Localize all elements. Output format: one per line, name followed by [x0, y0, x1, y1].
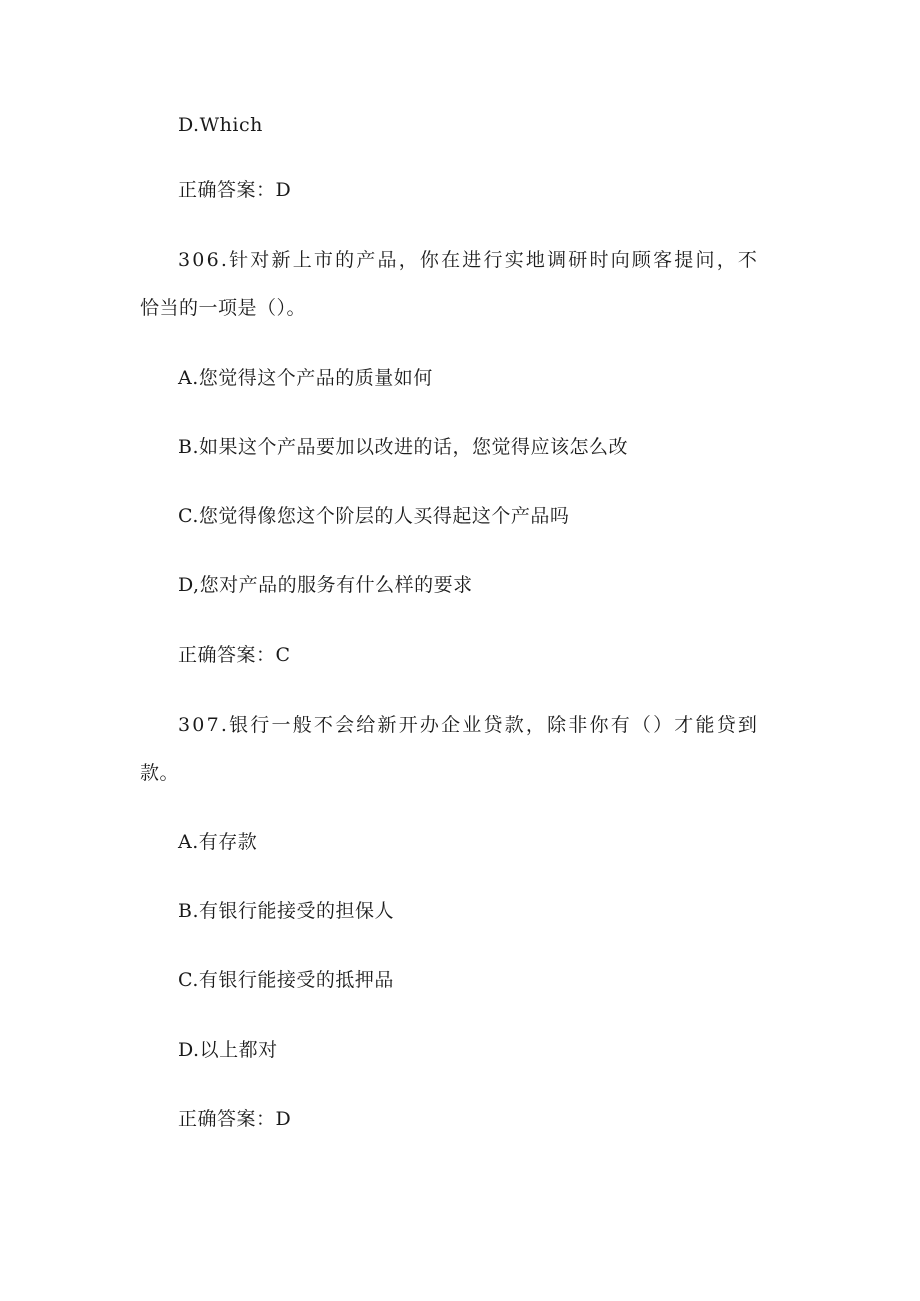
- question-306-option-c: C.您觉得像您这个阶层的人买得起这个产品吗: [178, 505, 570, 527]
- question-307-stem-line1: 307.银行一般不会给新开办企业贷款，除非你有（）才能贷到: [178, 714, 760, 736]
- question-307-answer: 正确答案：D: [178, 1108, 292, 1130]
- question-306-option-d: D,您对产品的服务有什么样的要求: [178, 574, 473, 596]
- question-306-option-a: A.您觉得这个产品的质量如何: [178, 367, 433, 389]
- question-306-stem-line1: 306.针对新上市的产品，你在进行实地调研时向顾客提问，不: [178, 249, 760, 271]
- question-307-option-d: D.以上都对: [178, 1039, 278, 1061]
- question-307-option-a: A.有存款: [178, 831, 258, 853]
- option-d-text: D.Which: [178, 114, 263, 136]
- question-307-option-b: B.有银行能接受的担保人: [178, 900, 395, 922]
- question-307-stem-line2: 款。: [140, 762, 180, 784]
- question-307-option-c: C.有银行能接受的抵押品: [178, 969, 394, 991]
- question-306-stem-line2: 恰当的一项是（）。: [140, 297, 307, 319]
- question-306-answer: 正确答案：C: [178, 644, 291, 666]
- question-306-option-b: B.如果这个产品要加以改进的话，您觉得应该怎么改: [178, 436, 629, 458]
- answer-text: 正确答案：D: [178, 179, 292, 201]
